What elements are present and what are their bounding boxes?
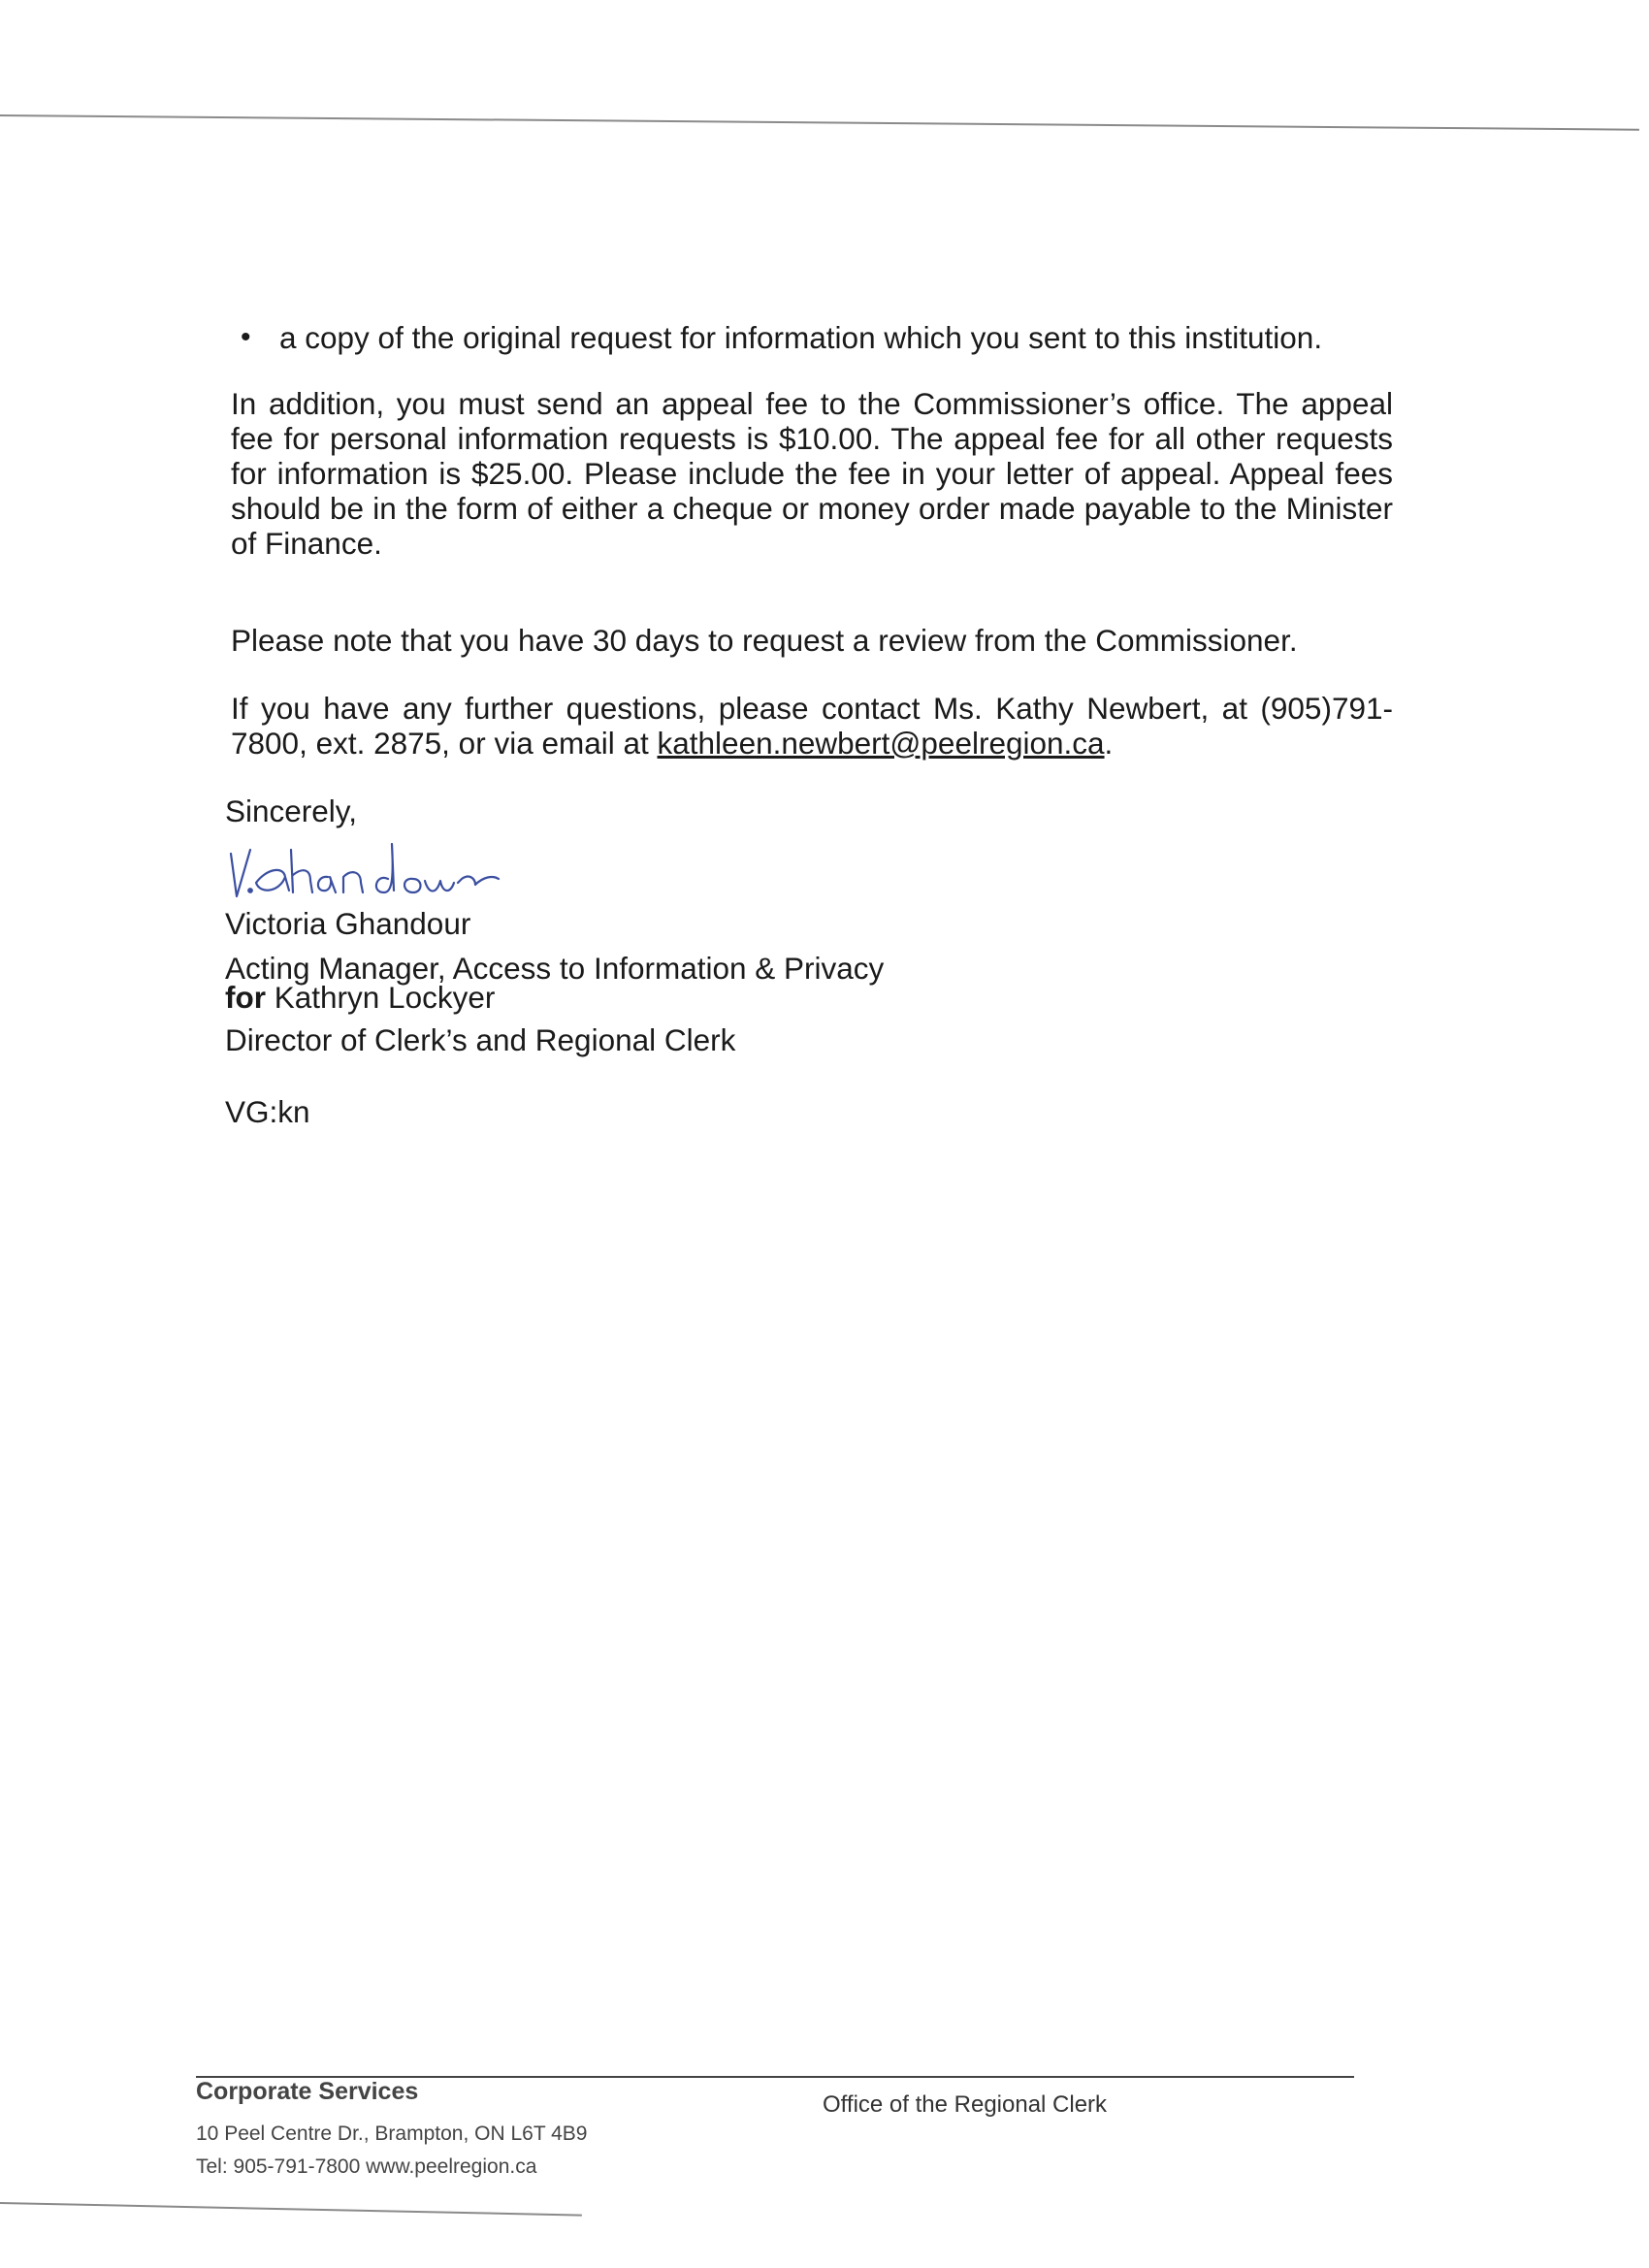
footer-department: Corporate Services bbox=[196, 2078, 419, 2105]
contact-suffix: . bbox=[1104, 726, 1114, 761]
signer-title: Acting Manager, Access to Information & Privacy bbox=[225, 951, 885, 986]
salutation: Sincerely, bbox=[225, 794, 357, 828]
scan-edge-bottom bbox=[0, 2202, 582, 2217]
footer-address: 10 Peel Centre Dr., Brampton, ON L6T 4B9 bbox=[196, 2122, 588, 2145]
for-label: for bbox=[225, 980, 266, 1015]
footer-office: Office of the Regional Clerk bbox=[823, 2091, 1108, 2118]
bullet-dot-icon: • bbox=[241, 321, 251, 353]
scan-edge-top bbox=[0, 114, 1639, 131]
handwritten-signature bbox=[221, 836, 512, 914]
footer-contact: Tel: 905-791-7800 www.peelregion.ca bbox=[196, 2155, 537, 2178]
contact-email-link[interactable]: kathleen.newbert@peelregion.ca bbox=[657, 726, 1105, 761]
on-behalf-of-name: Kathryn Lockyer bbox=[266, 980, 496, 1015]
appeal-fee-paragraph: In addition, you must send an appeal fee to the Commissioner’s office. The appeal fee for personal information requests is $10.00. The appeal fee for all other requests for information is $25.00. Please include the fee in your letter of appeal. Appeal fees should be in the form of either a cheque or money order made payable to the Minister of Finance. bbox=[231, 386, 1393, 561]
signer-name: Victoria Ghandour bbox=[225, 906, 471, 941]
contact-text: If you have any further questions, please contact Ms. Kathy Newbert, at (905)791-7800, ext. 2875, or via email at bbox=[231, 691, 1393, 761]
deadline-paragraph: Please note that you have 30 days to request a review from the Commissioner. bbox=[231, 623, 1298, 658]
director-title: Director of Clerk’s and Regional Clerk bbox=[225, 1022, 736, 1057]
contact-paragraph bbox=[231, 691, 1393, 761]
reference-initials: VG:kn bbox=[225, 1094, 310, 1129]
on-behalf-of-line bbox=[225, 980, 495, 1015]
bullet-text: a copy of the original request for information which you sent to this institution. bbox=[279, 320, 1323, 355]
